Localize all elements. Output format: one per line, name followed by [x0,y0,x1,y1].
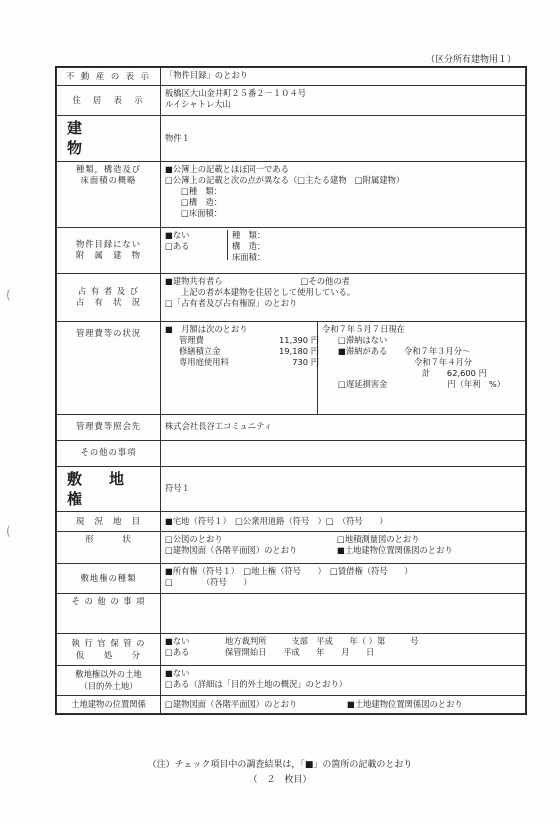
structure-value [161,161,526,227]
row-building-other [57,440,526,466]
row-occupancy [57,273,526,321]
fees-as-of-date: 令和７年５月７日現在 [322,323,405,334]
structure-label [57,161,161,227]
occupancy-others: □その他の者 [300,275,350,286]
custody-label [57,634,161,666]
fee-repair-reserve: 修繕積立金 19,180 円 [179,345,319,356]
building-number: 物件１ [161,116,526,162]
annex-bracket [227,230,228,260]
building-section-title: 建 物 [57,116,161,162]
building-name: ルイシャトレ大山 [165,99,231,110]
occupancy-label-line2: 占 有 状 況 [75,297,142,307]
annex-label-line2: 附 属 建 物 [75,250,142,260]
custody-label-line2: 仮 処 分 [75,649,142,660]
custody-label-line1: 執 行 官 保 管 の [71,638,146,649]
structure-option-same: ■公簿上の記載とほぼ同一である [165,163,289,174]
other-land-label [57,666,161,696]
other-land-label-line1: 敷地権以外の土地 [75,669,142,680]
property-display-label: 不 動 産 の 表 示 [57,68,161,86]
row-contact [57,414,526,440]
annex-label [57,227,161,273]
fees-value [161,321,526,414]
address-label: 住 居 表 示 [57,86,161,116]
row-other-land [57,666,526,696]
fees-arrears-from: 令和７年３月分～ [403,345,471,356]
structure-kind: □種 類： [181,185,223,196]
land-status-value: ■宅地（符号１） □公衆用道路（符号 ）□ （符号 ） [161,512,526,532]
fees-late-fee: □遅延損害金 [338,379,388,390]
row-custody [57,634,526,666]
property-display-value: 「物件目録」のとおり [161,68,526,86]
building-other-label: その他の事項 [57,440,161,466]
other-land-label-line2: （目的外土地） [79,680,138,691]
annex-exists: □ある [165,240,190,251]
row-fees [57,321,526,414]
other-land-none: ■ない [165,668,190,678]
occupancy-co-owners: ■建物共有者ら [165,275,223,286]
structure-area: □床面積： [181,208,223,219]
land-type-options: ■所有権（符号１） □地上権（符号 ） □賃借権（符号 ） [165,566,413,576]
structure-label-line2: 床面積の概略 [80,174,137,185]
position-value [161,696,526,714]
binding-mark: ( [6,524,11,538]
custody-value [161,634,526,666]
building-other-value [161,440,526,466]
annex-value [161,227,526,273]
row-address [57,86,526,116]
row-position [57,696,526,714]
position-relation-map: ■土地建物位置関係図のとおり [347,698,463,709]
fees-label: 管理費等の状況 [57,321,161,414]
occupancy-label-line1: 占 有 者 及 び [77,285,140,296]
fees-arrears-to: 令和７年４月分 [414,357,473,368]
fees-no-arrears: □滞納はない [338,334,388,345]
fee-garden: 専用庭使用料 730 円 [179,357,319,368]
custody-none: ■ない [165,636,190,646]
annex-kind: 種 類： [232,229,266,240]
other-land-value [161,666,526,696]
structure-option-differs: □公簿上の記載と次の点が異なる（□主たる建物 □附属建物） [165,174,405,185]
land-type-label: 敷地権の種類 [57,564,161,594]
land-other-value [161,594,526,634]
contact-label: 管理費等照会先 [57,414,161,440]
fees-monthly: ■ 月額は次のとおり [165,323,248,334]
row-property-display [57,68,526,86]
annex-label-line1: 物件目録にない [75,238,142,249]
land-shape-label: 形 状 [57,532,161,564]
position-building-drawing: □建物図面（各階平面図）のとおり [165,698,298,709]
land-type-value [161,564,526,594]
binding-mark: ( [6,288,11,302]
other-land-exists: □ある（詳細は「目的外土地の概況」のとおり） [165,679,348,690]
structure-label-line1: 種類，構造及び [75,163,142,174]
address-value [161,86,526,116]
contact-value: 株式会社長谷工コミュニティ [161,414,526,440]
address-line: 板橋区大山金井町２５番２－１０４号 [165,88,307,98]
annex-struct: 構 造： [232,240,266,251]
land-rights-number: 符号１ [161,466,526,512]
occupancy-label [57,273,161,321]
row-building [57,116,526,162]
fees-total-label: 計 [422,368,431,379]
fees-total: 62,600 円 [446,368,487,379]
annex-area: 床面積： [232,251,266,262]
form-type-label: （区分所有建物用１） [425,55,516,65]
structure-construction: □構 造： [181,197,223,208]
row-annex [57,227,526,273]
occupancy-see-attached: □「占有者及び占有権原」のとおり [165,297,298,308]
shape-survey-map: □地積測量図のとおり [337,534,420,544]
row-structure [57,161,526,227]
occupancy-usage: 上記の者が本建物を住居として使用している。 [181,286,356,297]
land-type-other: □ （符号 ） [165,577,252,588]
land-rights-section-title: 敷 地 権 [57,466,161,512]
page-number: （ ２ 枚目） [248,775,312,785]
row-land-type [57,564,526,594]
custody-exists: □ある [165,647,190,658]
shape-building-drawing: □建物図面（各階平面図）のとおり [165,545,298,556]
land-other-label: そ の 他 の 事 項 [57,594,161,634]
row-land-rights [57,466,526,512]
survey-table [55,66,527,715]
annex-none: ■ない [165,229,190,240]
custody-start-date: 保管開始日 平成 年 月 日 [225,647,375,658]
land-shape-value [161,532,526,564]
occupancy-value [161,273,526,321]
custody-court: 地方裁判所 支部 平成 年（ ）第 号 [225,636,419,646]
shape-public-map: □公図のとおり [165,534,223,544]
fee-management: 管理費 11,390 円 [179,334,319,345]
row-land-status [57,512,526,532]
position-label: 土地建物の位置関係 [57,696,161,714]
land-status-label: 現 況 地 目 [57,512,161,532]
shape-position-map: ■土地建物位置関係図のとおり [337,545,453,556]
row-land-other [57,594,526,634]
row-land-shape [57,532,526,564]
footer-note: （注）チェック項目中の調査結果は，「■」の箇所の記載のとおり [147,760,413,770]
fees-late-fee-unit: 円（年利 %） [447,379,505,390]
fees-arrears: ■滞納がある [338,345,388,356]
